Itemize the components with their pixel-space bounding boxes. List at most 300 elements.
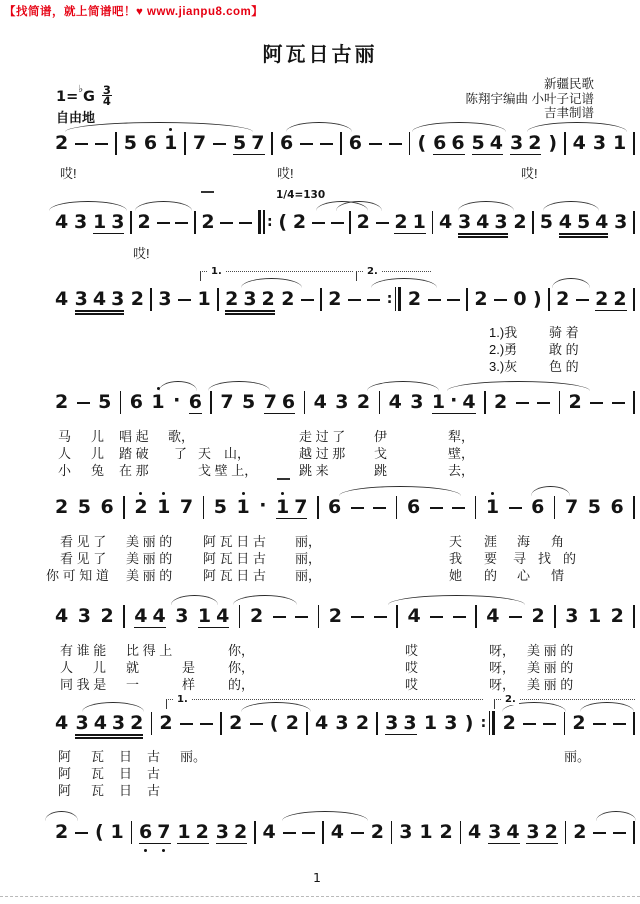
slur-arc	[208, 381, 270, 391]
song-title: 阿瓦日古丽	[262, 44, 378, 66]
barline	[210, 391, 212, 414]
note: 6	[348, 132, 362, 154]
lyric-text: 哎!	[521, 166, 538, 181]
note: 2	[55, 496, 69, 518]
note: 1	[587, 605, 602, 627]
note: 3	[403, 712, 417, 734]
duration-dash	[351, 616, 364, 618]
beam-group	[458, 210, 508, 238]
note: 7	[564, 496, 579, 518]
duration-dash	[312, 222, 325, 224]
barline	[217, 288, 219, 311]
lyric-text: 人	[58, 446, 72, 461]
note: 2	[544, 821, 558, 843]
music-line-1	[55, 131, 635, 157]
barline	[150, 288, 152, 311]
note: 1	[419, 821, 433, 843]
lyric-text: 寻	[513, 551, 527, 566]
duration-dash	[300, 143, 313, 145]
duration-dash	[369, 143, 382, 145]
note: 4	[313, 391, 327, 413]
barline	[271, 132, 273, 155]
beam-group	[225, 287, 275, 315]
volta-bracket	[494, 694, 635, 709]
barline	[564, 712, 566, 735]
note: 4	[134, 605, 148, 627]
parenthesis: )	[464, 712, 474, 734]
credits-block	[466, 77, 594, 121]
slur-arc	[282, 811, 368, 821]
credit-source: 新疆民歌	[543, 77, 594, 91]
slur-arc	[286, 122, 352, 132]
repeat-dots: :	[480, 715, 487, 731]
volta-bracket	[200, 266, 353, 281]
barline	[317, 496, 319, 519]
lyric-text: 3.)灰	[489, 359, 518, 374]
barline	[304, 391, 306, 414]
note: 7	[251, 132, 265, 154]
lyric-text: 就	[126, 660, 140, 675]
barline	[322, 821, 324, 844]
barline	[239, 605, 241, 628]
note: 4	[388, 391, 402, 413]
lyric-text: 跳	[374, 463, 388, 478]
note: 1	[197, 605, 212, 627]
lyric-text: 情	[551, 568, 565, 583]
note: 5	[576, 211, 591, 233]
note: 2	[201, 211, 215, 233]
slur-arc	[458, 201, 514, 211]
lyric-text: 是	[182, 660, 196, 675]
note: 3	[385, 712, 399, 734]
note: 0	[513, 288, 527, 310]
note: 2	[528, 132, 542, 154]
note: 3	[335, 391, 349, 413]
augmentation-dot: ·	[259, 494, 267, 516]
note: 2	[328, 605, 342, 627]
note: 2	[55, 821, 69, 843]
parenthesis: (	[269, 712, 279, 734]
slur-arc	[171, 595, 218, 605]
lyric-text: 我	[449, 551, 463, 566]
note: 3	[74, 288, 88, 310]
site-banner: 【找简谱，就上简谱吧！♥ www.jianpu8.com】	[4, 6, 264, 18]
lyric-text: 呀，	[489, 677, 516, 692]
note: 1	[412, 211, 426, 233]
time-signature	[102, 85, 112, 106]
note: 2	[474, 288, 488, 310]
duration-dash	[509, 507, 522, 509]
note: 4	[489, 132, 504, 154]
barline	[376, 712, 378, 735]
page-bottom-divider	[0, 896, 640, 897]
beam-group	[264, 390, 295, 414]
repeat-close	[387, 287, 402, 311]
note: 5	[98, 391, 112, 413]
note: 2	[513, 211, 527, 233]
tempo-marking: 1/4=130	[276, 189, 326, 201]
meter-denominator: 4	[102, 94, 111, 108]
duration-dash	[200, 723, 213, 725]
barline	[131, 821, 133, 844]
duration-dash	[95, 143, 108, 145]
note: 4	[476, 211, 490, 233]
lyric-text: 呀，	[489, 660, 516, 675]
lyric-text: 哎	[405, 660, 419, 675]
note: 2	[249, 605, 264, 627]
lyric-text: 古	[147, 766, 161, 781]
note: 2	[407, 288, 422, 310]
note: 2	[130, 288, 144, 310]
note: 4	[330, 821, 344, 843]
lyric-text: 古	[147, 749, 161, 764]
slur-arc	[336, 201, 382, 211]
lyric-text: 的	[563, 551, 577, 566]
beam-group	[93, 210, 124, 234]
duration-dash	[590, 402, 603, 404]
barline	[115, 132, 117, 155]
lyric-text: 看 见 了	[60, 534, 107, 549]
note: 4	[438, 211, 453, 233]
lyric-text: 一	[126, 677, 140, 692]
lyric-text: 骑 着	[549, 325, 579, 340]
lyric-text: 古	[147, 783, 161, 798]
lyric-text: 小	[58, 463, 72, 478]
beam-group	[595, 287, 626, 311]
lyric-text: 美 丽 的	[527, 643, 574, 658]
note: 3	[111, 211, 125, 233]
note: 4	[314, 712, 329, 734]
lyric-text: 的	[484, 568, 498, 583]
duration-dash	[373, 507, 386, 509]
lyric-text: 阿 瓦 日 古	[203, 534, 266, 549]
duration-dash	[430, 616, 443, 618]
beam-group	[139, 820, 170, 844]
barline	[409, 132, 411, 155]
duration-dash	[537, 402, 550, 404]
duration-dash	[523, 723, 536, 725]
duration-dash	[250, 723, 263, 725]
note: 6	[406, 496, 421, 518]
lyric-text: 犁，	[448, 429, 475, 444]
lyric-text: 戈	[374, 446, 388, 461]
note: 4	[462, 391, 476, 413]
barline	[554, 605, 556, 628]
note: 4	[506, 821, 520, 843]
note: 1	[485, 496, 500, 518]
note: 3	[75, 712, 89, 734]
beam-group	[526, 820, 557, 844]
note: 3	[77, 605, 91, 627]
lyric-text: 唱 起	[119, 429, 149, 444]
note: 6	[188, 391, 202, 413]
duration-dash	[75, 832, 88, 834]
note: 3	[111, 712, 126, 734]
barline	[564, 132, 566, 155]
lyric-text: 丽，	[295, 568, 322, 583]
lyric-text: 你，	[228, 660, 255, 675]
slur-arc	[552, 278, 590, 288]
lyric-text: 丽，	[295, 534, 322, 549]
barline	[633, 391, 635, 414]
note: 2	[573, 821, 587, 843]
lyric-text: 阿 瓦 日 古	[203, 551, 266, 566]
lyric-text: 美 丽 的	[126, 551, 173, 566]
volta-label: 1.	[208, 266, 225, 277]
repeat-thick-bar	[492, 711, 495, 735]
note: 2	[233, 821, 248, 843]
barline	[633, 821, 635, 844]
note: 1	[164, 132, 178, 154]
note: 2	[439, 821, 453, 843]
note: 6	[129, 391, 143, 413]
lyric-text: 哎	[405, 643, 419, 658]
barline	[220, 712, 222, 735]
duration-dash	[374, 616, 387, 618]
key-prefix: 1=	[56, 89, 79, 105]
note: 3	[444, 712, 458, 734]
lyric-text: 你，	[228, 643, 255, 658]
note: 4	[558, 211, 572, 233]
lyric-text: 同 我 是	[60, 677, 107, 692]
note: 2	[229, 712, 243, 734]
note: 2	[370, 821, 384, 843]
note: 1	[151, 391, 165, 413]
lyric-text: 瓦	[91, 749, 105, 764]
parenthesis: (	[278, 211, 288, 233]
duration-dash	[453, 616, 466, 618]
slur-arc	[82, 702, 144, 712]
barline	[254, 821, 256, 844]
barline	[532, 211, 534, 234]
expression-marking: 自由地	[56, 110, 96, 125]
lyric-text: 丽。	[180, 749, 207, 764]
slur-arc	[367, 381, 439, 391]
duration-dash	[348, 299, 361, 301]
lyric-text: 天	[449, 534, 463, 549]
lyric-text: 丽。	[564, 749, 591, 764]
note: 7	[220, 391, 234, 413]
barline	[475, 496, 477, 519]
duration-dash	[283, 832, 296, 834]
lyric-text: 丽，	[295, 551, 322, 566]
note: 2	[328, 288, 342, 310]
barline	[318, 605, 320, 628]
duration-dash	[430, 507, 443, 509]
lyric-text: 越 过 那	[299, 446, 346, 461]
lyric-text: 儿	[93, 660, 107, 675]
barline	[320, 288, 322, 311]
note: 2	[134, 496, 148, 518]
lyric-text: 哎!	[133, 246, 150, 261]
slur-arc	[527, 122, 627, 132]
barline	[475, 605, 477, 628]
note: 1	[157, 496, 171, 518]
music-line-8	[55, 820, 635, 846]
note: 4	[486, 605, 500, 627]
lyric-text: 哎!	[277, 166, 294, 181]
repeat-open	[258, 210, 273, 234]
lyric-text: 瓦	[91, 766, 105, 781]
lyric-text: 伊	[374, 429, 388, 444]
music-line-5	[55, 495, 635, 521]
note: 2	[356, 211, 370, 233]
lyric-text: 敢 的	[549, 342, 579, 357]
note: 3	[565, 605, 579, 627]
barline	[460, 821, 462, 844]
slur-arc	[531, 486, 570, 496]
barline	[633, 496, 635, 519]
repeat-thin-bar	[489, 711, 490, 735]
lyric-text: 在 那	[119, 463, 149, 478]
note: 3	[410, 391, 424, 413]
note: 3	[111, 288, 125, 310]
note: 6	[328, 496, 342, 518]
note: 3	[175, 605, 189, 627]
barline	[633, 132, 635, 155]
lyric-text: 有 谁 能	[60, 643, 107, 658]
note: 4	[92, 288, 107, 310]
lyric-text: 角	[551, 534, 565, 549]
note: 3	[335, 712, 349, 734]
note: 2	[356, 391, 371, 413]
augmentation-dot: ·	[173, 389, 181, 411]
lyric-text: 瓦	[91, 783, 105, 798]
note: 1	[275, 496, 290, 518]
note: 7	[157, 821, 171, 843]
repeat-thick-bar	[398, 287, 401, 311]
note: 2	[292, 211, 307, 233]
lyric-text: 人	[60, 660, 74, 675]
note: 1	[423, 712, 438, 734]
lyric-text: 兔	[91, 463, 105, 478]
slur-continuation-dash	[201, 191, 214, 193]
note: 2	[100, 605, 114, 627]
duration-dash	[367, 299, 380, 301]
slur-continuation-dash	[277, 478, 290, 480]
note: 6	[139, 821, 153, 843]
note: 6	[531, 496, 545, 518]
augmentation-dot: ·	[450, 389, 458, 411]
slur-arc	[45, 811, 78, 821]
note: 7	[294, 496, 308, 518]
note: 1	[613, 132, 627, 154]
lyric-text: 美 丽 的	[527, 660, 574, 675]
note: 5	[233, 132, 247, 154]
duration-dash	[447, 299, 460, 301]
barline	[565, 821, 567, 844]
barline	[194, 211, 196, 234]
beam-group	[189, 390, 202, 414]
lyric-text: 色 的	[549, 359, 579, 374]
repeat-thin-bar	[263, 210, 264, 234]
duration-dash	[273, 616, 286, 618]
repeat-dots: :	[386, 291, 393, 307]
barline	[432, 211, 434, 234]
barline	[548, 288, 550, 311]
duration-dash	[516, 402, 529, 404]
note: 2	[572, 712, 586, 734]
duration-dash	[428, 299, 441, 301]
note: 4	[93, 712, 107, 734]
note: 2	[159, 712, 173, 734]
credit-arranger: 陈翔宇编曲 小叶子记谱	[465, 91, 594, 106]
note: 4	[55, 605, 69, 627]
note: 2	[55, 391, 69, 413]
note: 4	[55, 712, 69, 734]
note: 6	[143, 132, 158, 154]
note: 2	[285, 712, 299, 734]
duration-dash	[75, 143, 88, 145]
beam-group	[75, 287, 125, 315]
duration-dash	[351, 507, 364, 509]
beam-group	[559, 210, 609, 238]
barline	[554, 496, 556, 519]
lyric-text: 美 丽 的	[126, 534, 173, 549]
note: 1	[92, 211, 107, 233]
lyric-text: 日	[119, 766, 133, 781]
duration-dash	[509, 616, 522, 618]
note: 2	[613, 288, 627, 310]
music-line-2	[55, 210, 635, 236]
note: 1	[197, 288, 211, 310]
note: 3	[158, 288, 172, 310]
lyric-text: 山，	[224, 446, 251, 461]
barline	[349, 211, 351, 234]
note: 2	[610, 605, 624, 627]
duration-dash	[175, 222, 188, 224]
music-line-3	[55, 287, 635, 313]
repeat-thin-bar	[395, 287, 396, 311]
lyric-text: 美 丽 的	[126, 568, 173, 583]
lyric-text: 的，	[228, 677, 255, 692]
lyric-text: 阿	[58, 749, 72, 764]
repeat-dots: :	[267, 214, 273, 230]
note: 3	[243, 288, 257, 310]
lyric-text: 美 丽 的	[527, 677, 574, 692]
note: 5	[242, 391, 256, 413]
beam-group	[198, 604, 229, 628]
page-number: 1	[313, 870, 321, 885]
beam-group	[432, 390, 476, 414]
duration-dash	[613, 723, 626, 725]
note: 2	[531, 605, 545, 627]
note: 4	[595, 211, 609, 233]
beam-group	[433, 131, 464, 155]
lyric-text: 心	[517, 568, 531, 583]
lyric-text: 戈 壁 上，	[198, 463, 258, 478]
lyric-text: 踏 破	[119, 446, 149, 461]
duration-dash	[295, 616, 308, 618]
slur-arc	[159, 381, 197, 391]
note: 6	[610, 496, 624, 518]
barline	[184, 132, 186, 155]
beam-group	[472, 131, 503, 155]
slur-arc	[135, 201, 192, 211]
lyric-text: 海	[517, 534, 531, 549]
slur-arc	[543, 201, 599, 211]
lyric-text: 了	[174, 446, 188, 461]
volta-bracket	[166, 694, 483, 709]
lyric-text: 歌，	[168, 429, 195, 444]
beam-group	[510, 131, 541, 155]
barline	[391, 821, 393, 844]
slur-arc	[412, 122, 506, 132]
note: 3	[457, 211, 472, 233]
beam-group	[75, 711, 143, 739]
slur-arc	[447, 381, 590, 391]
parenthesis: )	[533, 288, 542, 310]
